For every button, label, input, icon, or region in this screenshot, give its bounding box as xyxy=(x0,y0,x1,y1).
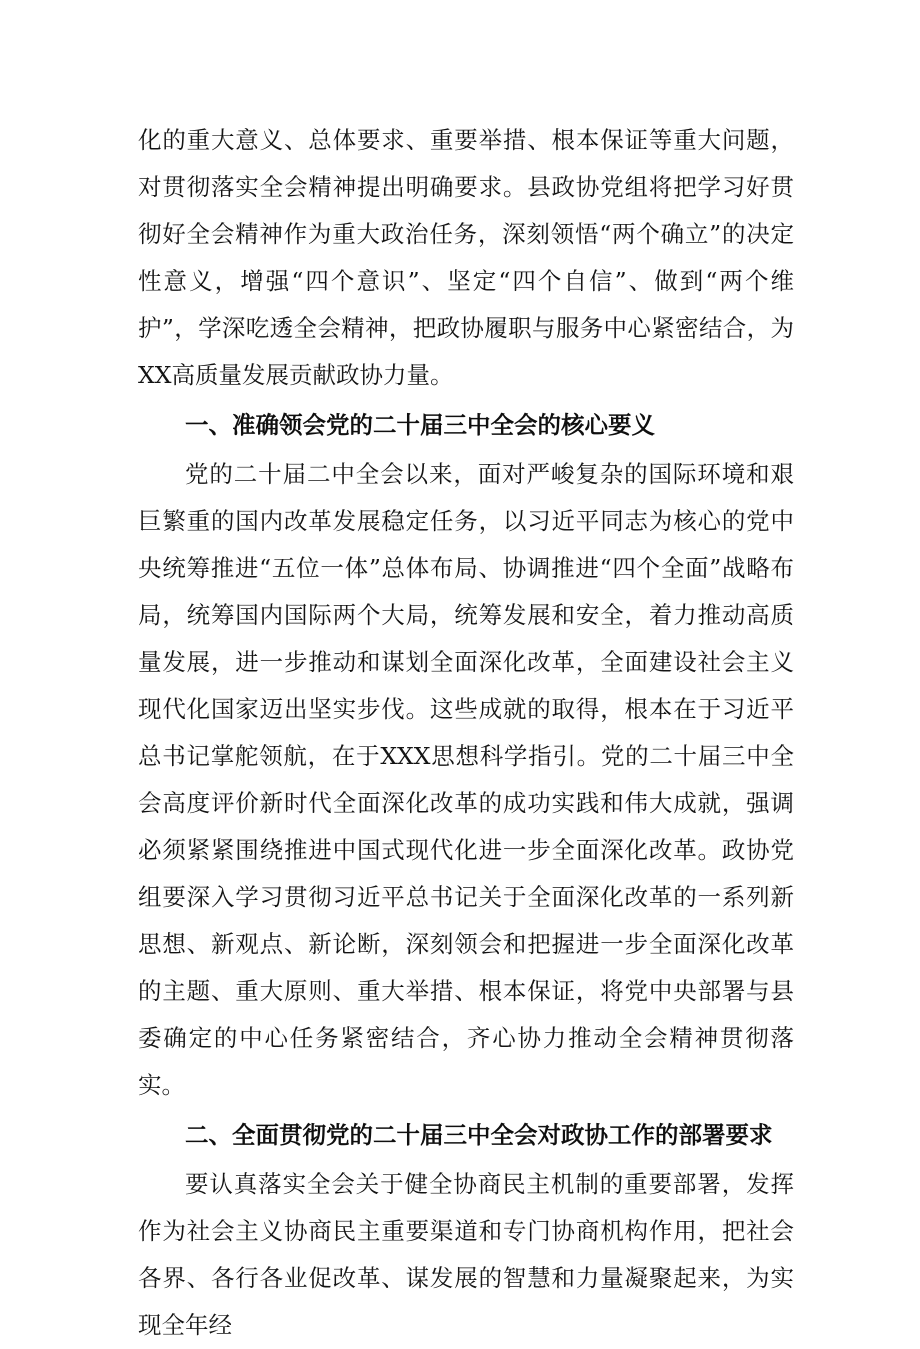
section-1-paragraph: 党的二十届二中全会以来，面对严峻复杂的国际环境和艰巨繁重的国内改革发展稳定任务，以习近平同志为核心的党中央统筹推进“五位一体”总体布局、协调推进“四个全面”战略布局，统筹国内国际两个大局，统筹发展和安全，着力推动高质量发展，进一步推动和谋划全面深化改革，全面建设社会主义现代化国家迈出坚实步伐。这些成就的取得，根本在于习近平总书记掌舵领航，在于XXX思想科学指引。党的二十届三中全会高度评价新时代全面深化改革的成功实践和伟大成就，强调必须紧紧围绕推进中国式现代化进一步全面深化改革。政协党组要深入学习贯彻习近平总书记关于全面深化改革的一系列新思想、新观点、新论断，深刻领会和把握进一步全面深化改革的主题、重大原则、重大举措、根本保证，将党中央部署与县委确定的中心任务紧密结合，齐心协力推动全会精神贯彻落实。 xyxy=(138,460,794,1099)
intro-paragraph: 化的重大意义、总体要求、重要举措、根本保证等重大问题，对贯彻落实全会精神提出明确要求。县政协党组将把学习好贯彻好全会精神作为重大政治任务，深刻领悟“两个确立”的决定性意义，增强“四个意识”、坚定“四个自信”、做到“两个维护”，学深吃透全会精神，把政协履职与服务中心紧密结合，为XX高质量发展贡献政协力量。 xyxy=(138,126,794,389)
document-page xyxy=(138,117,794,1349)
section-2-paragraph: 要认真落实全会关于健全协商民主机制的重要部署，发挥作为社会主义协商民主重要渠道和专门协商机构作用，把社会各界、各行各业促改革、谋发展的智慧和力量凝聚起来，为实现全年经 xyxy=(138,1170,794,1339)
section-2-heading: 二、全面贯彻党的二十届三中全会对政协工作的部署要求 xyxy=(185,1121,773,1149)
section-1-heading: 一、准确领会党的二十届三中全会的核心要义 xyxy=(185,411,655,439)
